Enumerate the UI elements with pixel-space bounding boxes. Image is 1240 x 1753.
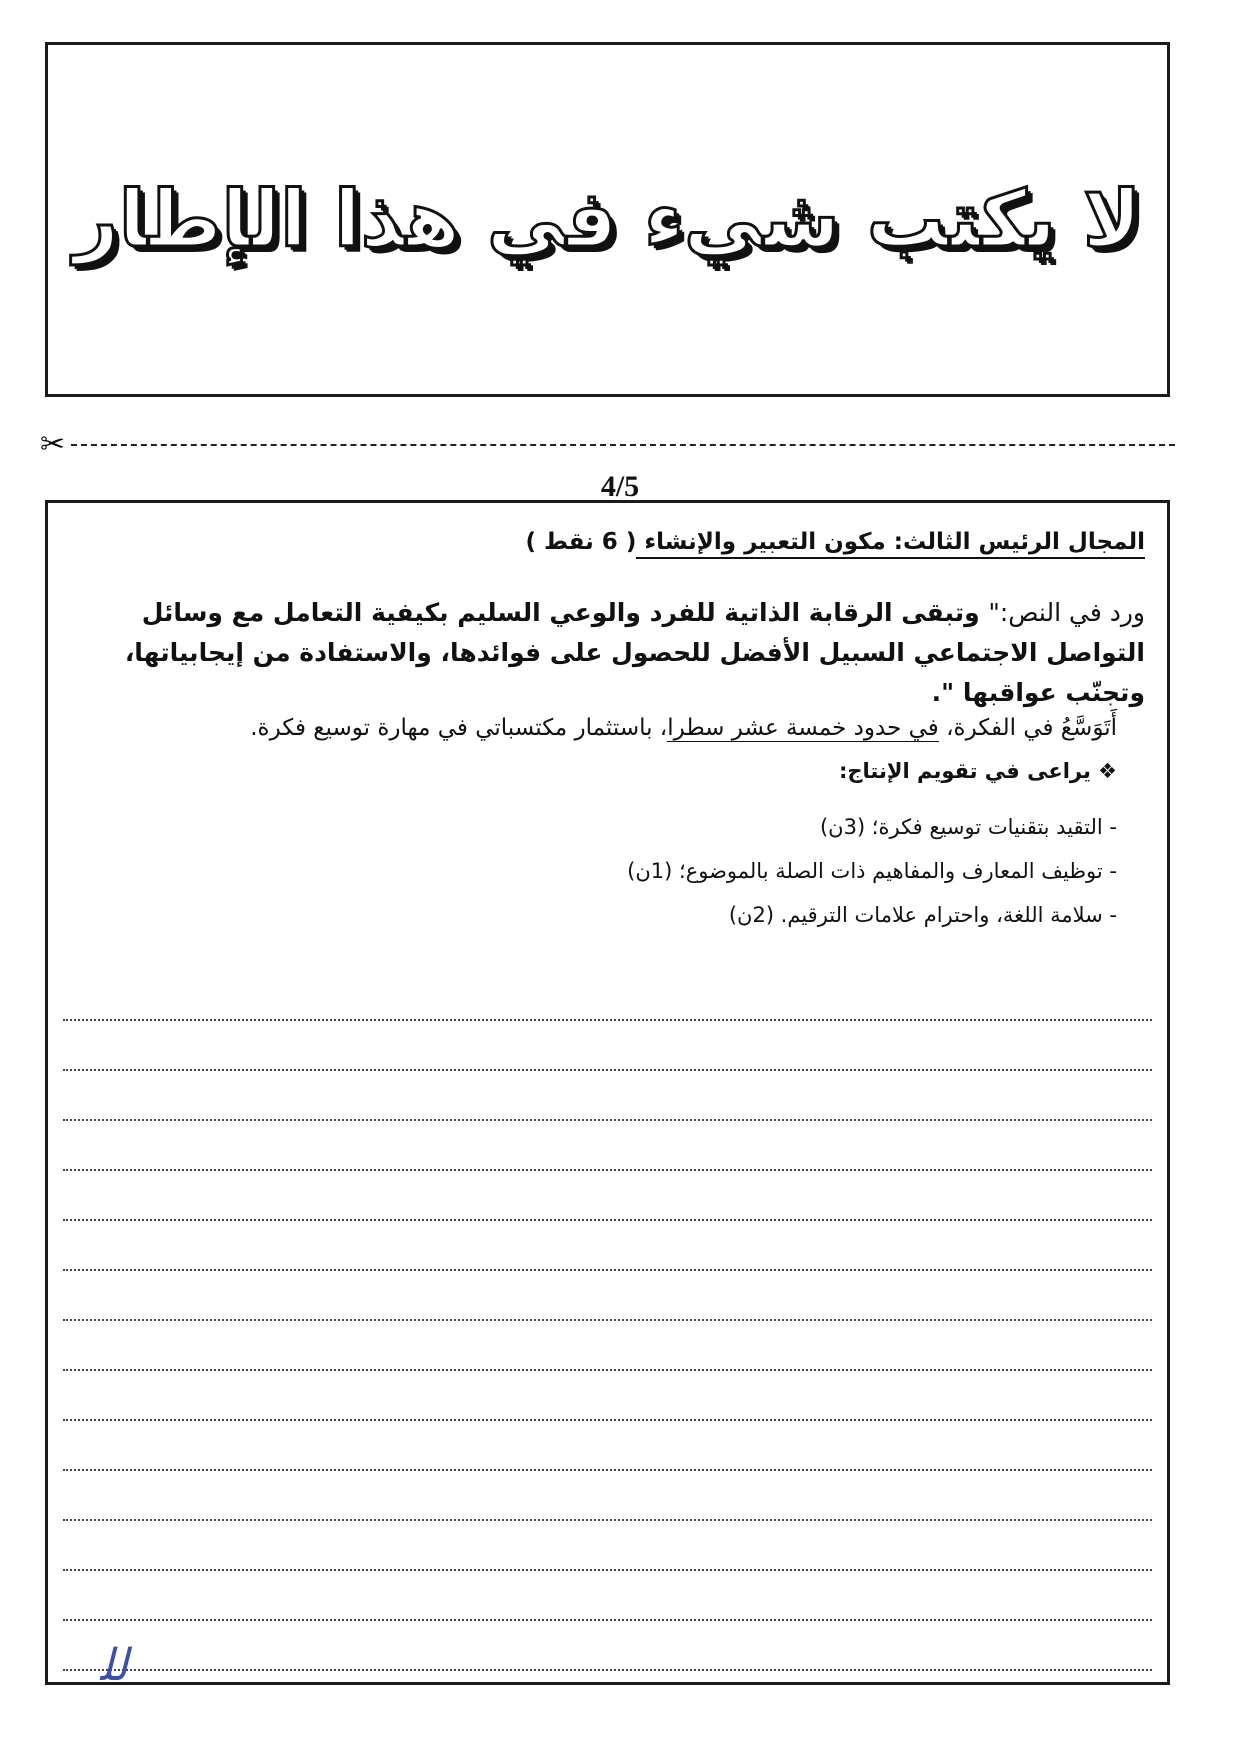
answer-line[interactable] (63, 1421, 1152, 1471)
task-part-underlined: في حدود خمسة عشر سطرا (667, 715, 939, 741)
prompt-quote-text: وتبقى الرقابة الذاتية للفرد والوعي السليم بكيفية التعامل مع وسائل التواصل الاجتماعي السبيل الأفضل للحصول على فوائدها، والاستفادة من إيجابياتها، وتجنّب عواقبها ". (124, 598, 1145, 707)
answer-line[interactable] (63, 1521, 1152, 1571)
prompt-lead: ورد في النص:" (988, 598, 1145, 627)
criteria-list (70, 805, 1117, 937)
task-part-1: أَتَوَسَّعُ في الفكرة، (938, 715, 1117, 741)
handwritten-mark: ﻟﻠ (100, 1640, 128, 1691)
page-number: 4/5 (600, 470, 640, 503)
answer-line[interactable] (63, 1321, 1152, 1371)
scissors-icon: ✂ (40, 427, 66, 462)
answer-line[interactable] (63, 1271, 1152, 1321)
criteria-heading: ❖ يراعى في تقويم الإنتاج: (838, 759, 1117, 783)
answer-line[interactable] (63, 1221, 1152, 1271)
answer-line[interactable] (63, 1171, 1152, 1221)
answer-line[interactable] (63, 1071, 1152, 1121)
answer-line[interactable] (63, 1121, 1152, 1171)
task-instruction (70, 715, 1117, 741)
answer-line[interactable] (63, 1571, 1152, 1621)
section-title (70, 529, 1145, 555)
answer-line[interactable] (63, 1371, 1152, 1421)
section-title-prefix: المجال الرئيس الثالث: (893, 529, 1145, 555)
criteria-item: - سلامة اللغة، واحترام علامات الترقيم. (2ن) (728, 903, 1117, 927)
prompt-quote (70, 593, 1145, 713)
section-title-points: ( 6 نقط ) (525, 529, 637, 555)
section-title-main: مكون التعبير والإنشاء (644, 529, 886, 555)
answer-frame (45, 500, 1170, 1685)
no-write-frame (45, 42, 1170, 397)
answer-line[interactable] (63, 971, 1152, 1021)
answer-line[interactable] (63, 1621, 1152, 1671)
answer-lines[interactable] (63, 971, 1152, 1671)
answer-line[interactable] (63, 1471, 1152, 1521)
task-part-3: ، باستثمار مكتسباتي في مهارة توسيع فكرة. (250, 715, 668, 741)
dashed-divider (71, 444, 1175, 446)
no-write-banner: لا يكتب شيء في هذا الإطار (73, 174, 1142, 265)
criteria-item: - توظيف المعارف والمفاهيم ذات الصلة بالموضوع؛ (1ن) (627, 859, 1117, 883)
criteria-item: - التقيد بتقنيات توسيع فكرة؛ (3ن) (819, 815, 1117, 839)
cut-line (40, 427, 1175, 462)
answer-line[interactable] (63, 1021, 1152, 1071)
